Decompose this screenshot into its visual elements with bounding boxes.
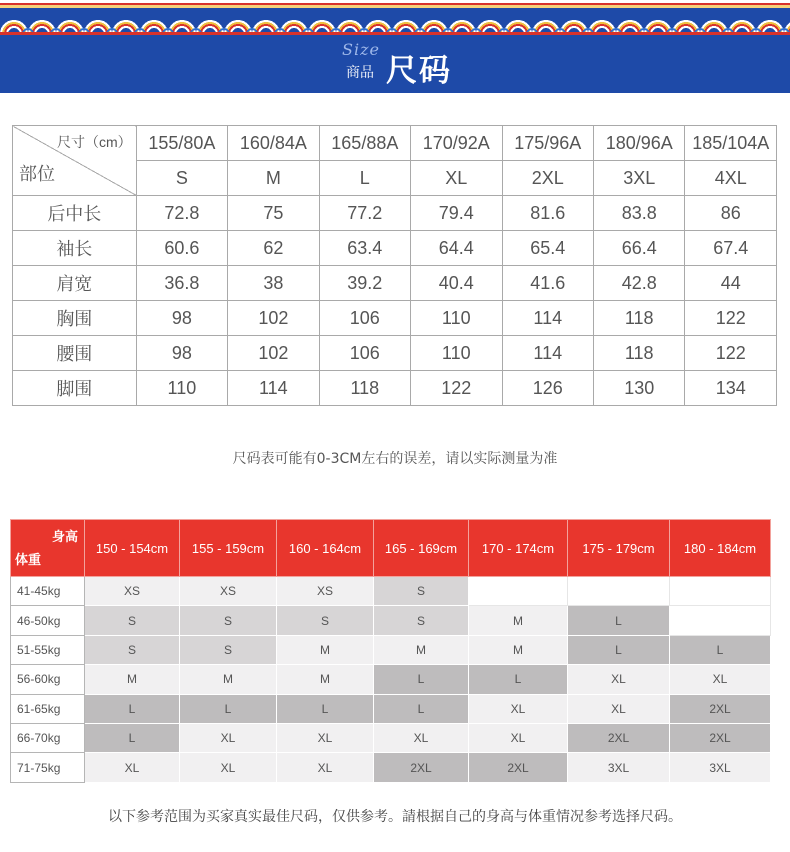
recommended-size-cell: M: [85, 665, 180, 694]
recommended-size-cell: L: [374, 665, 469, 694]
recommended-size-cell: XL: [277, 723, 374, 752]
measurement-value: 64.4: [411, 231, 502, 266]
measurement-value: 42.8: [593, 266, 684, 301]
recommended-size-cell: L: [670, 635, 771, 664]
table-row: [11, 723, 771, 752]
size-label: XL: [411, 161, 502, 196]
recommended-size-cell: [670, 606, 771, 635]
measurement-value: 110: [136, 371, 227, 406]
measurement-value: 83.8: [593, 196, 684, 231]
height-header: 185/104A: [685, 126, 777, 161]
height-header: 170/92A: [411, 126, 502, 161]
measurement-label: 胸围: [13, 301, 137, 336]
recommended-size-cell: S: [180, 635, 277, 664]
measurement-value: 40.4: [411, 266, 502, 301]
weight-label: 71-75kg: [11, 753, 85, 782]
measurement-value: 66.4: [593, 231, 684, 266]
size-label: 2XL: [502, 161, 593, 196]
recommended-size-cell: M: [374, 635, 469, 664]
rec-height-header: 165 - 169cm: [374, 520, 469, 577]
rec-corner-bottom: 体重: [15, 552, 42, 567]
height-header: 165/88A: [319, 126, 410, 161]
measurement-value: 38: [228, 266, 319, 301]
recommended-size-cell: XL: [277, 753, 374, 782]
measurement-value: 110: [411, 301, 502, 336]
recommended-size-cell: 3XL: [568, 753, 670, 782]
recommended-size-cell: L: [180, 694, 277, 723]
table-row: [11, 606, 771, 635]
recommended-size-cell: M: [469, 606, 568, 635]
decorative-pattern-overlay: [14, 0, 790, 34]
measurement-value: 98: [136, 301, 227, 336]
recommended-size-cell: XL: [568, 694, 670, 723]
recommended-size-cell: [568, 577, 670, 606]
measurement-value: 39.2: [319, 266, 410, 301]
rec-corner-top: 身高: [51, 529, 78, 544]
measurement-value: 134: [685, 371, 777, 406]
table-row: [13, 336, 777, 371]
recommended-size-cell: M: [277, 665, 374, 694]
table-row: [11, 665, 771, 694]
recommended-size-cell: M: [277, 635, 374, 664]
weight-label: 61-65kg: [11, 694, 85, 723]
table-row: [13, 266, 777, 301]
recommended-size-cell: XL: [85, 753, 180, 782]
measurement-value: 106: [319, 301, 410, 336]
recommended-size-cell: 2XL: [374, 753, 469, 782]
recommended-size-cell: S: [374, 577, 469, 606]
measurement-value: 62: [228, 231, 319, 266]
recommended-size-cell: L: [277, 694, 374, 723]
recommended-size-cell: 2XL: [469, 753, 568, 782]
measurement-value: 130: [593, 371, 684, 406]
measurement-label: 腰围: [13, 336, 137, 371]
table-row: [11, 753, 771, 782]
recommended-size-cell: XS: [85, 577, 180, 606]
table-row: [11, 577, 771, 606]
measurement-value: 122: [685, 336, 777, 371]
recommended-size-cell: 2XL: [568, 723, 670, 752]
recommended-size-cell: M: [469, 635, 568, 664]
table-row: [11, 635, 771, 664]
recommended-size-cell: XS: [277, 577, 374, 606]
height-header: 180/96A: [593, 126, 684, 161]
rec-height-header: 150 - 154cm: [85, 520, 180, 577]
rec-height-header: 175 - 179cm: [568, 520, 670, 577]
recommended-size-cell: XL: [180, 753, 277, 782]
recommended-size-cell: XL: [469, 723, 568, 752]
table-row: [13, 371, 777, 406]
table-row: [13, 196, 777, 231]
size-label: 3XL: [593, 161, 684, 196]
measurement-value: 110: [411, 336, 502, 371]
measurement-value: 102: [228, 301, 319, 336]
size-recommendation-table: [10, 519, 771, 783]
measurement-value: 118: [319, 371, 410, 406]
banner-trim: [0, 32, 790, 35]
recommended-size-cell: XL: [180, 723, 277, 752]
measurement-value: 77.2: [319, 196, 410, 231]
recommended-size-cell: S: [180, 606, 277, 635]
weight-label: 51-55kg: [11, 635, 85, 664]
weight-label: 66-70kg: [11, 723, 85, 752]
recommended-size-cell: XL: [469, 694, 568, 723]
recommended-size-cell: XL: [670, 665, 771, 694]
measurement-value: 98: [136, 336, 227, 371]
measurement-label: 肩宽: [13, 266, 137, 301]
measurement-value: 72.8: [136, 196, 227, 231]
measurement-value: 118: [593, 336, 684, 371]
header-banner: [0, 0, 790, 93]
size-header-row: [13, 126, 777, 161]
recommended-size-cell: 3XL: [670, 753, 771, 782]
recommended-size-cell: L: [568, 635, 670, 664]
size-corner-cell: [13, 126, 137, 196]
measurement-value: 114: [502, 301, 593, 336]
height-header: 175/96A: [502, 126, 593, 161]
recommended-size-cell: L: [568, 606, 670, 635]
recommended-size-cell: XL: [374, 723, 469, 752]
recommended-size-cell: M: [180, 665, 277, 694]
recommended-size-cell: L: [85, 723, 180, 752]
recommended-size-cell: 2XL: [670, 694, 771, 723]
recommended-size-cell: S: [85, 606, 180, 635]
measurement-value: 65.4: [502, 231, 593, 266]
rec-corner-cell: [11, 520, 85, 577]
size-corner-bottom: 部位: [19, 164, 55, 184]
measurement-value: 67.4: [685, 231, 777, 266]
table-row: [13, 231, 777, 266]
measurement-value: 44: [685, 266, 777, 301]
size-label: 4XL: [685, 161, 777, 196]
measurement-error-note: 尺码表可能有0-3CM左右的误差，请以实际测量为准: [232, 451, 558, 467]
rec-height-header: 170 - 174cm: [469, 520, 568, 577]
recommended-size-cell: L: [469, 665, 568, 694]
measurement-value: 60.6: [136, 231, 227, 266]
measurement-value: 41.6: [502, 266, 593, 301]
recommended-size-cell: XL: [568, 665, 670, 694]
reference-note: 以下参考范围为买家真实最佳尺码，仅供参考。請根据自己的身高与体重情况参考选择尺码。: [108, 809, 682, 825]
weight-label: 56-60kg: [11, 665, 85, 694]
recommended-size-cell: L: [374, 694, 469, 723]
measurement-value: 63.4: [319, 231, 410, 266]
measurement-value: 79.4: [411, 196, 502, 231]
measurement-value: 102: [228, 336, 319, 371]
recommended-size-cell: S: [374, 606, 469, 635]
measurement-value: 126: [502, 371, 593, 406]
size-table: [12, 125, 777, 406]
measurement-value: 86: [685, 196, 777, 231]
size-corner-top: 尺寸（cm）: [56, 134, 132, 150]
table-row: [11, 694, 771, 723]
recommended-size-cell: 2XL: [670, 723, 771, 752]
recommended-size-cell: [469, 577, 568, 606]
recommended-size-cell: XS: [180, 577, 277, 606]
banner-small-title: 商品: [346, 65, 374, 81]
measurement-value: 81.6: [502, 196, 593, 231]
recommended-size-cell: S: [277, 606, 374, 635]
rec-height-header: 160 - 164cm: [277, 520, 374, 577]
weight-label: 41-45kg: [11, 577, 85, 606]
measurement-value: 122: [685, 301, 777, 336]
measurement-value: 118: [593, 301, 684, 336]
rec-height-header: 180 - 184cm: [670, 520, 771, 577]
recommended-size-cell: S: [85, 635, 180, 664]
size-label: M: [228, 161, 319, 196]
recommended-size-cell: [670, 577, 771, 606]
weight-label: 46-50kg: [11, 606, 85, 635]
size-label: L: [319, 161, 410, 196]
size-label: S: [136, 161, 227, 196]
banner-title: 尺码: [386, 53, 452, 89]
measurement-value: 106: [319, 336, 410, 371]
measurement-value: 114: [502, 336, 593, 371]
measurement-value: 114: [228, 371, 319, 406]
measurement-label: 脚围: [13, 371, 137, 406]
measurement-label: 后中长: [13, 196, 137, 231]
height-header: 155/80A: [136, 126, 227, 161]
measurement-label: 袖长: [13, 231, 137, 266]
measurement-value: 36.8: [136, 266, 227, 301]
measurement-value: 75: [228, 196, 319, 231]
rec-header-row: [11, 520, 771, 577]
recommended-size-cell: L: [85, 694, 180, 723]
height-header: 160/84A: [228, 126, 319, 161]
banner-script-text: Size: [342, 40, 380, 59]
measurement-value: 122: [411, 371, 502, 406]
table-row: [13, 301, 777, 336]
rec-height-header: 155 - 159cm: [180, 520, 277, 577]
